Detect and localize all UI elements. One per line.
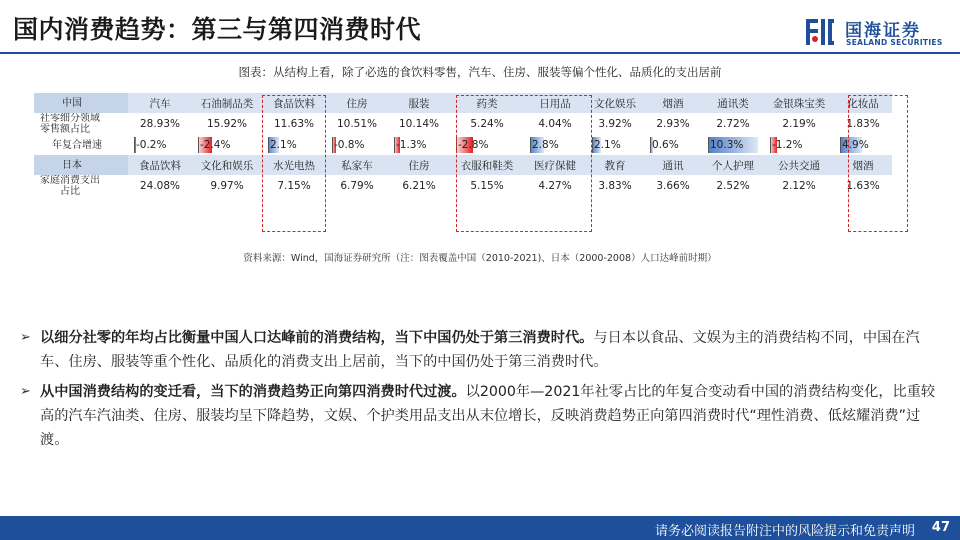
sealand-logo-icon [803,15,837,49]
china-share: 2.72% [702,113,764,135]
china-share: 1.83% [834,113,892,135]
china-category: 烟酒 [644,93,702,113]
bullet-bold-text: 从中国消费结构的变迁看，当下的消费趋势正向第四消费时代过渡。 [40,384,466,400]
china-share: 2.19% [764,113,834,135]
china-share: 28.93% [128,113,192,135]
japan-category: 文化和娱乐 [192,155,262,175]
company-logo [803,14,953,50]
japan-share-label-line2: 占比 [60,186,80,197]
china-share: 15.92% [192,113,262,135]
footer-disclaimer: 请务必阅读报告附注中的风险提示和免责声明 [654,524,915,539]
growth-bar-axis [198,137,199,153]
japan-category: 食品饮料 [128,155,192,175]
china-growth-value: -1.3% [396,139,427,151]
china-growth-value: 2.1% [594,139,621,151]
china-growth-cell [388,135,450,155]
japan-share: 6.21% [388,175,450,197]
bullet-body-text: 以2000年—2021年社零占比的年复合变动看中国的消费结构变化，比重较高的汽车汽油类、住房、服装均呈下降趋势，文娱、个护类用品支出从末位增长，反映消费趋势正向第四消费时代“理性消费、低炫耀消费”过渡。 [40,384,936,448]
japan-share: 1.63% [834,175,892,197]
china-category: 汽车 [128,93,192,113]
japan-share: 7.15% [262,175,326,197]
china-share: 5.24% [450,113,524,135]
growth-bar-axis [592,137,593,153]
china-category: 日用品 [524,93,586,113]
china-growth-cell [128,135,192,155]
china-category: 金银珠宝类 [764,93,834,113]
footer-bar [0,516,960,540]
china-share: 10.14% [388,113,450,135]
growth-bar-axis [650,137,651,153]
china-growth-value: -0.8% [334,139,365,151]
china-growth-cell [764,135,834,155]
china-category: 药类 [450,93,524,113]
japan-category: 衣服和鞋类 [450,155,524,175]
china-growth-cell [586,135,644,155]
bullet-arrow-icon: ➢ [20,384,31,399]
china-growth-value: 2.1% [270,139,297,151]
china-growth-value: 0.6% [652,139,679,151]
china-share: 4.04% [524,113,586,135]
japan-category: 烟酒 [834,155,892,175]
china-category: 服装 [388,93,450,113]
china-growth-value: 2.8% [532,139,559,151]
china-category: 石油制品类 [192,93,262,113]
page-number: 47 [931,520,950,535]
growth-bar-axis [770,137,771,153]
growth-bar-axis [134,137,135,153]
japan-share: 3.66% [644,175,702,197]
china-growth-label: 年复合增速 [34,135,128,155]
bullet-body-text: 与日本以食品、文娱为主的消费结构不同，中国在汽车、住房、服装等重个性化、品质化的消费支出上居前，当下的中国仍处于第三消费时代。 [40,330,920,370]
japan-share: 3.83% [586,175,644,197]
japan-category: 公共交通 [764,155,834,175]
china-category: 住房 [326,93,388,113]
china-growth-value: -2.8% [458,139,489,151]
growth-bar-axis [332,137,333,153]
china-category: 化妆品 [834,93,892,113]
japan-share: 5.15% [450,175,524,197]
japan-row-label: 日本 [34,155,128,175]
japan-share: 9.97% [192,175,262,197]
china-category: 通讯类 [702,93,764,113]
japan-category: 水光电热 [262,155,326,175]
chart-source-note: 资料来源：Wind，国海证券研究所（注：图表覆盖中国（2010-2021)、日本（2000-2008）人口达峰前时期） [243,253,717,264]
japan-share-label [34,175,128,197]
highlight-box-food [262,95,326,232]
china-share-label-line2: 零售额占比 [40,124,90,135]
china-growth-cell [192,135,262,155]
china-share: 3.92% [586,113,644,135]
japan-share: 4.27% [524,175,586,197]
china-category: 食品饮料 [262,93,326,113]
chart-caption: 图表：从结构上看，除了必选的食饮料零售，汽车、住房、服装等偏个性化、品质化的支出居前 [238,65,722,79]
bullet-item [18,326,943,374]
japan-share: 2.12% [764,175,834,197]
japan-share: 6.79% [326,175,388,197]
highlight-box-cosmetics [848,95,908,232]
bullet-item [18,380,943,452]
china-category: 文化娱乐 [586,93,644,113]
bullet-bold-text: 以细分社零的年均占比衡量中国人口达峰前的消费结构，当下中国仍处于第三消费时代。 [40,330,594,346]
china-share: 11.63% [262,113,326,135]
china-growth-cell [644,135,702,155]
china-growth-cell [326,135,388,155]
china-share: 2.93% [644,113,702,135]
china-share: 10.51% [326,113,388,135]
growth-bar-axis [708,137,709,153]
china-share-label-line1: 社零细分领域 [40,113,100,124]
japan-category: 个人护理 [702,155,764,175]
growth-bar-axis [394,137,395,153]
growth-bar-axis [840,137,841,153]
title-divider [0,52,960,54]
highlight-box-medicine-daily [456,95,592,232]
china-growth-value: -2.4% [200,139,231,151]
logo-english-name: SEALAND SECURITIES [846,38,943,47]
bullet-arrow-icon: ➢ [20,330,31,345]
china-row-label: 中国 [34,93,128,113]
china-growth-cell [702,135,764,155]
china-growth-value: -0.2% [136,139,167,151]
page-title: 国内消费趋势：第三与第四消费时代 [13,15,422,44]
japan-category: 教育 [586,155,644,175]
japan-share: 24.08% [128,175,192,197]
japan-category: 住房 [388,155,450,175]
japan-category: 私家车 [326,155,388,175]
analysis-bullets [18,326,943,458]
japan-share-label-line1: 家庭消费支出 [40,175,100,186]
japan-category: 通讯 [644,155,702,175]
china-growth-value: 4.9% [842,139,869,151]
china-share-label [34,113,128,135]
japan-category: 医疗保健 [524,155,586,175]
logo-chinese-name: 国海证券 [845,21,921,41]
china-growth-value: -1.2% [772,139,803,151]
china-growth-value: 10.3% [710,139,744,151]
japan-share: 2.52% [702,175,764,197]
